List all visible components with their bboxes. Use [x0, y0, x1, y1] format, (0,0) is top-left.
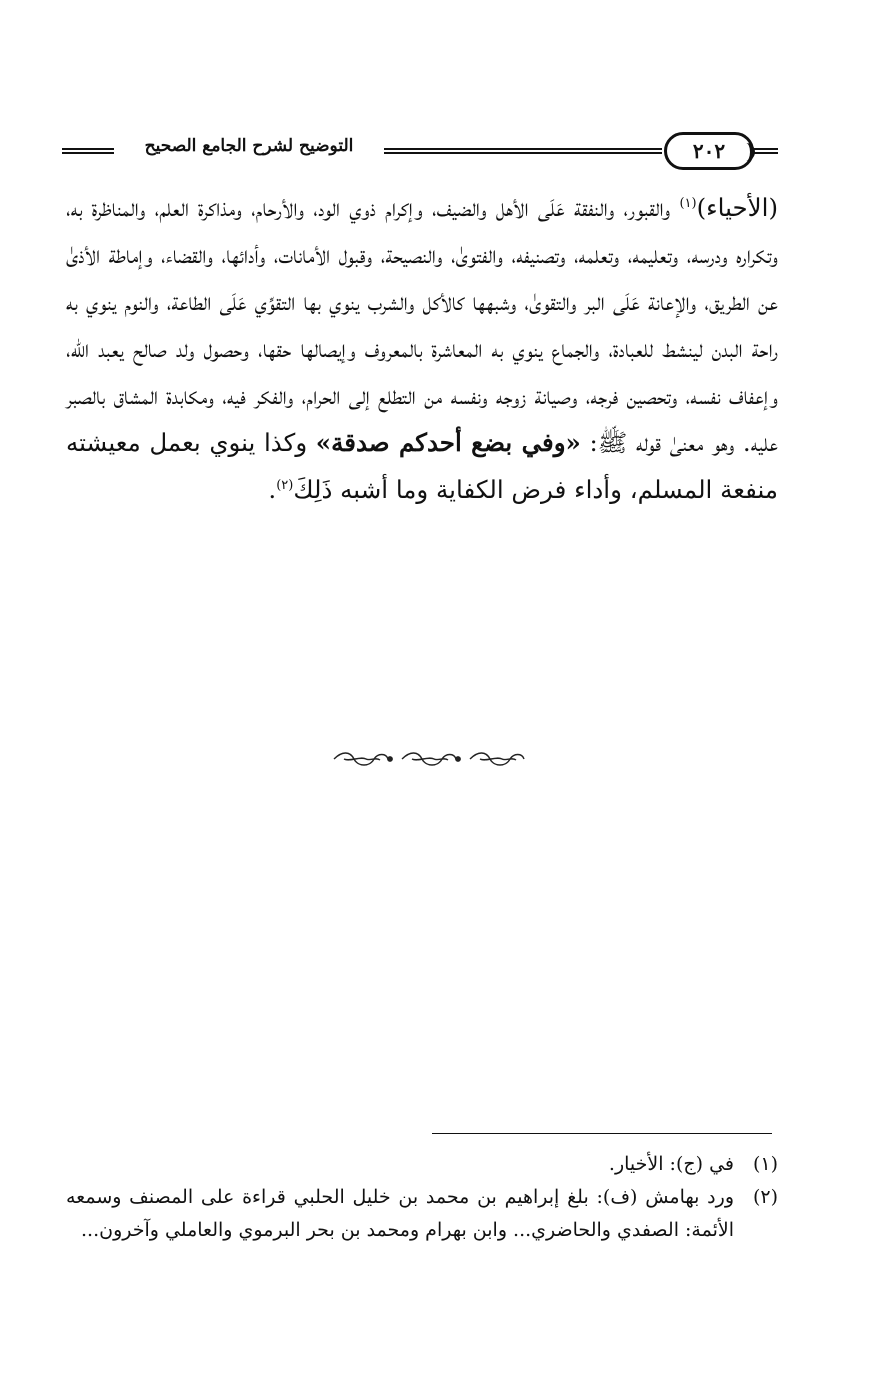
body-paragraph	[66, 184, 778, 513]
page-number-frame	[664, 132, 754, 170]
text-segment: والقبور، والنفقة عَلَى الأهل والضيف، وإكرام ذوي الود، والأرحام، ومذاكرة العلم، والمناظرة به، وتكراره ودرسه، وتعليمه، وتعلمه، وتصنيفه، والفتوىٰ، والنصيحة، وقبول الأمانات، وأدائها، والقضاء، وإماطة الأذىٰ عن الطريق، والإعانة عَلَى البر والتقوىٰ، وشبهها كالأكل والشرب ينوي بها التقوِّي عَلَى الطاعة، والنوم ينوي به راحة البدن لينشط للعبادة، والجماع ينوي به المعاشرة بالمعروف وإيصالها حقها، وحصول ولد صالح يعبد الله، وإعفاف نفسه، وتحصين فرجه، وصيانة زوجه ونفسه من التطلع إلى الحرام، والفكر فيه، ومكابدة المشاق بالصبر عليه. وهو معنىٰ قوله ﷺ:	[66, 193, 779, 457]
footnote-separator	[432, 1133, 772, 1134]
ornament-icon	[330, 748, 530, 770]
header-rule-right	[752, 148, 778, 154]
running-title: التوضيح لشرح الجامع الصحيح	[144, 136, 354, 156]
header-rule-left	[62, 148, 114, 154]
footnote-item	[66, 1148, 778, 1181]
footnote-text: في (ج): الأخيار.	[608, 1153, 734, 1175]
text-segment: (الأحياء)	[696, 193, 778, 222]
page-number: ٢٠٢	[692, 139, 726, 163]
running-header	[62, 128, 778, 176]
section-ornament	[330, 748, 530, 770]
footnotes	[66, 1148, 778, 1247]
text-segment: وكذا ينوي بعمل معيشته منفعة المسلم، وأداء فرض الكفاية وما أشبه ذَلِكَ	[66, 428, 778, 504]
footnote-ref-1[interactable]: (١)	[679, 195, 697, 211]
hadith-quote: «وفي بضع أحدكم صدقة»	[315, 428, 581, 457]
header-rule-middle	[384, 148, 662, 154]
footnote-number: (١)	[752, 1153, 778, 1175]
footnote-number: (٢)	[752, 1186, 778, 1208]
footnote-text: ورد بهامش (ف): بلغ إبراهيم بن محمد بن خليل الحلبي قراءة على المصنف وسمعه الأئمة: الصفدي والحاضري... وابن بهرام ومحمد بن بحر البرموي والعاملي وآخرون...	[66, 1186, 734, 1241]
footnote-item	[66, 1181, 778, 1247]
text-segment: .	[268, 475, 277, 504]
footnote-ref-2[interactable]: (٢)	[276, 477, 294, 493]
